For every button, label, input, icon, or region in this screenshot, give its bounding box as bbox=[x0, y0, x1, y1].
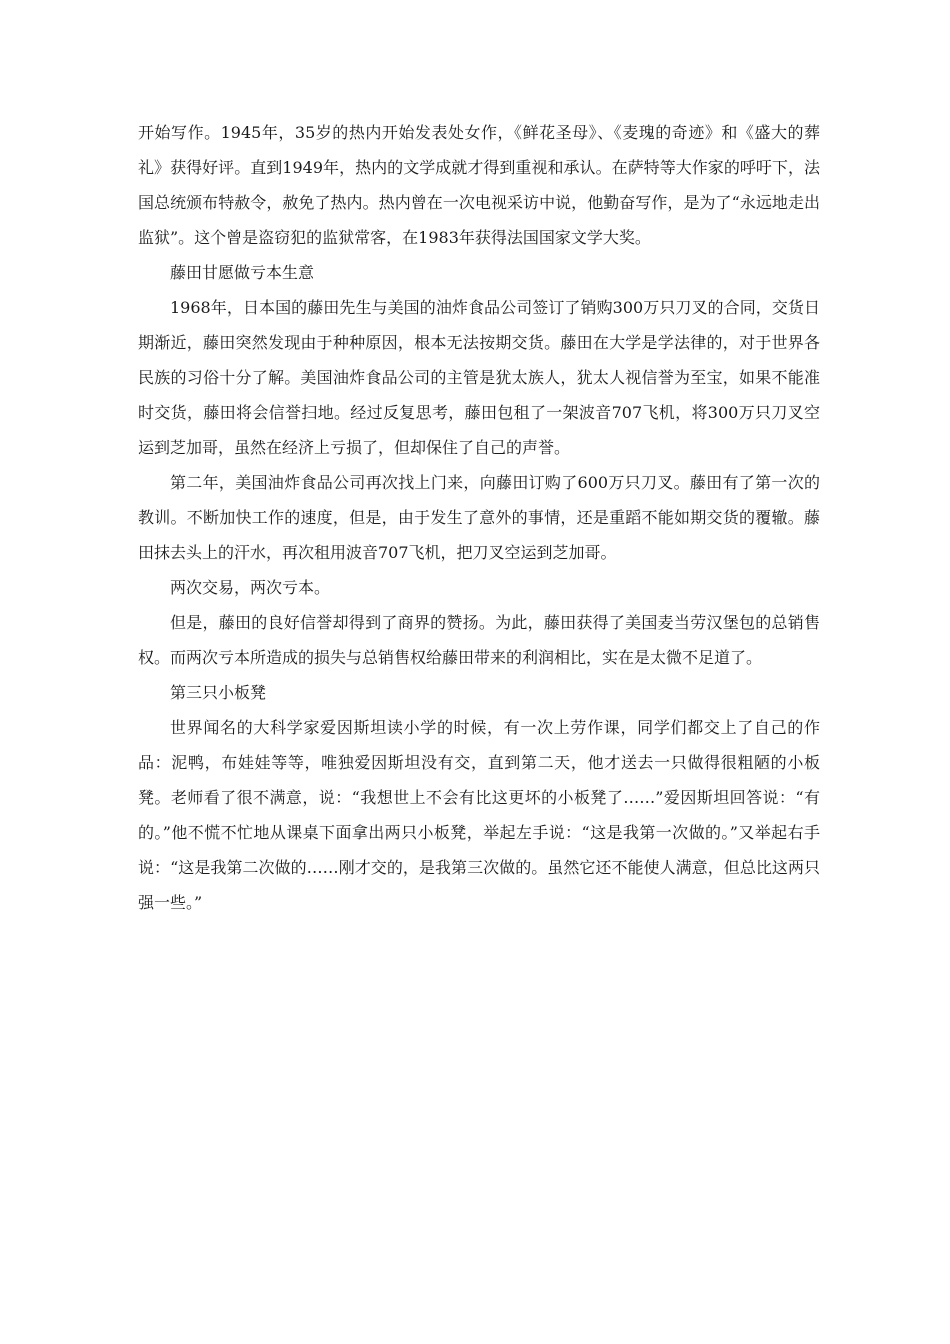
paragraph-two-losses: 两次交易，两次亏本。 bbox=[170, 578, 331, 597]
section-heading-fujita: 藤田甘愿做亏本生意 bbox=[170, 263, 315, 282]
paragraph-fujita-contract: 1968年，日本国的藤田先生与美国的油炸食品公司签订了销购300万只刀叉的合同，交货日期渐近，藤田突然发现由于种种原因，根本无法按期交货。藤田在大学是学法律的，对于世界各民族的习俗十分了解。美国油炸食品公司的主管是犹太族人，犹太人视信誉为至宝，如果不能准时交货，藤田将会信誉扫地。经过反复思考，藤田包租了一架波音707飞机，将300万只刀叉空运到芝加哥，虽然在经济上亏损了，但却保住了自己的声誉。 bbox=[138, 298, 820, 457]
document-page bbox=[138, 115, 820, 920]
paragraph-fujita-reputation: 但是，藤田的良好信誉却得到了商界的赞扬。为此，藤田获得了美国麦当劳汉堡包的总销售权。而两次亏本所造成的损失与总销售权给藤田带来的利润相比，实在是太微不足道了。 bbox=[138, 613, 820, 667]
paragraph-einstein-stool: 世界闻名的大科学家爱因斯坦读小学的时候，有一次上劳作课，同学们都交上了自己的作品：泥鸭，布娃娃等等，唯独爱因斯坦没有交，直到第二天，他才送去一只做得很粗陋的小板凳。老师看了很不满意，说：“我想世上不会有比这更坏的小板凳了……”爱因斯坦回答说：“有的。”他不慌不忙地从课桌下面拿出两只小板凳，举起左手说：“这是我第一次做的。”又举起右手说：“这是我第二次做的……刚才交的，是我第三次做的。虽然它还不能使人满意，但总比这两只强一些。” bbox=[138, 718, 820, 912]
paragraph-fujita-second-year: 第二年，美国油炸食品公司再次找上门来，向藤田订购了600万只刀叉。藤田有了第一次的教训。不断加快工作的速度，但是，由于发生了意外的事情，还是重蹈不能如期交货的覆辙。藤田抹去头上的汗水，再次租用波音707飞机，把刀叉空运到芝加哥。 bbox=[138, 473, 820, 562]
section-heading-stool: 第三只小板凳 bbox=[170, 683, 267, 702]
paragraph-jean-genet-ending: 开始写作。1945年，35岁的热内开始发表处女作，《鲜花圣母》、《麦瑰的奇迹》和《盛大的葬礼》获得好评。直到1949年，热内的文学成就才得到重视和承认。在萨特等大作家的呼吁下，法国总统颁布特赦令，赦免了热内。热内曾在一次电视采访中说，他勤奋写作，是为了“永远地走出监狱”。这个曾是盗窃犯的监狱常客，在1983年获得法国国家文学大奖。 bbox=[138, 123, 820, 247]
